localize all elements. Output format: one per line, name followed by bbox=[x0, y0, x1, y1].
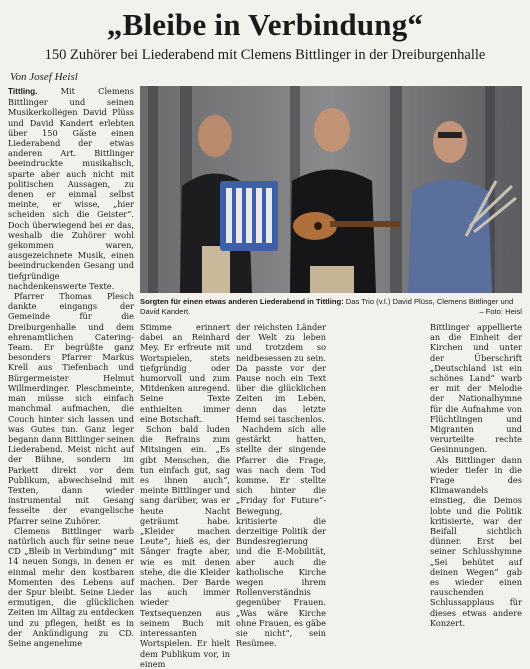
article-body bbox=[8, 86, 522, 669]
caption-title: Sorgten für einen etwas anderen Liederabend in Tittling: bbox=[140, 297, 344, 306]
caption-text: Das Trio (v.l.) David Plüss, Clemens Bittlinger und David Kandert. bbox=[140, 297, 514, 316]
column-4 bbox=[430, 322, 522, 628]
paragraph: Stimme erinnert dabei an Reinhard Mey. Er erfreute mit Wortspielen, stets tiefgründig oder humorvoll und zum Mitdenken anregend. Seine Texte enthielten immer eine Botschaft. bbox=[140, 322, 230, 424]
paragraph: Pfarrer Thomas Plesch dankte eingangs der Gemeinde für die Dreiburgenhalle und dem ehrenamtlichen Catering-Team. Er begrüßte ganz besonders Pfarrer Markus Krell aus Tiefenbach und Bürgermeister Helmut Willmerdinger. Pleschmeinte, man müsse sich einfach manchmal aufmachen, die Couch hinter sich lassen und was Gutes tun. Ganz leger begann dann Bittlinger seinen Liederabend. Meist nicht auf der Bühne, sondern im Parkett direkt vor dem Publikum, abwechselnd mit Texten, dann wieder instrumental mit Gesang fesselte der evangelische Pfarrer seine Zuhörer. bbox=[8, 291, 135, 526]
paragraph: Clemens Bittlinger warb natürlich auch für seine neue CD „Bleib in Verbindung“ mit 14 neuen Songs, in denen er einmal mehr den kostbaren Momenten des Lebens auf der Spur bleibt. Seine Lieder ermutigen, die glücklichen Zeiten im Alltag zu entdecken und zu pflegen, heißt es in der Ankündigung zu CD. Seine angenehme bbox=[8, 525, 134, 648]
column-2 bbox=[140, 322, 230, 669]
paragraph: Schon bald luden die Refrains zum Mitsingen ein. „Es gibt Menschen, die tun einfach gut, sag es ihnen auch“, meinte Bittlinger und sang darüber, was er heute Nacht geträumt habe. „Kleider machen Leute“, hieß es, der Sänger fragte aber, wie es mit denen stehe, die die Kleider machen. Der Barde las auch immer wieder Textsequenzen aus seinem Buch mit interessanten Wortspielen. Er hielt dem Publikum vor, in einem bbox=[140, 424, 230, 669]
photo-caption bbox=[140, 297, 522, 317]
paragraph-text: Mit Clemens Bittlinger und seinen Musikerkollegen David Plüss und David Kandert erlebten über 150 Gäste einen Liederabend der etwas anderen Art. Bittlinger beeindruckte musikalisch, sparte aber auch nicht mit politischen Aussagen, zu denen er einmal selbst meinte, er wisse, „hier scheiden sich die Geister“. Doch überwiegend bei er das, weshalb die Zuhörer wohl gekommen waren, ausgezeichnete Musik, einen beeindruckenden Gesang und tiefgründige nachdenkenswerte Texte. bbox=[8, 86, 134, 291]
trio-photo-illustration bbox=[140, 86, 522, 293]
concert-photo bbox=[140, 86, 522, 293]
paragraph: Bittlinger appellierte an die Einheit der Kirchen und unter der Überschrift „Deutschland ist ein schönes Land“ warb er mit der Melodie der Nationalhymne für die Aufnahme von Flüchtlingen und Migranten und verurteilte rechte Gesinnungen. bbox=[430, 322, 522, 455]
headline: „Bleibe in Verbindung“ bbox=[106, 7, 424, 42]
photo-credit: – Foto: Heisl bbox=[479, 307, 522, 316]
byline: Von Josef Heisl bbox=[10, 71, 78, 83]
paragraph: der reichsten Länder der Welt zu leben und trotzdem so neidbesessen zu sein. Da passte vor der Pause noch ein Text über die glücklichen Zeiten im Leben, denn das letzte Hemd sei taschenlos. bbox=[236, 322, 326, 424]
paragraph: Nachdem sich alle gestärkt hatten, stellte der singende Pfarrer die Frage, was nach dem Tod komme. Er stellte sich hinter die „Friday for Future“-Bewegung, kritisierte die derzeitige Politik der Bundesregierung und die E-Mobilität, aber auch die katholische Kirche wegen ihrem Rollenverständnis gegenüber Frauen. „Was wäre Kirche ohne Frauen, es gäbe sie nicht“, sein Resümee. bbox=[236, 424, 326, 649]
left-column bbox=[8, 86, 135, 648]
paragraph: Als Bittlinger dann wieder tiefer in die Frage des Klimawandels einstieg, die Demos lobte und die Politik kritisierte, war der Beifall sichtlich dünner. Erst bei seiner Schlusshymne „Sei behütet auf deinen Wegen“ gab es wieder einen rauschenden Schlussapplaus für dieses etwas andere Konzert. bbox=[430, 454, 522, 628]
paragraph bbox=[8, 86, 134, 291]
column-3 bbox=[236, 322, 326, 649]
subheadline: 150 Zuhörer bei Liederabend mit Clemens Bittlinger in der Dreiburgenhalle bbox=[44, 47, 486, 63]
lead-place: Tittling. bbox=[8, 87, 38, 96]
